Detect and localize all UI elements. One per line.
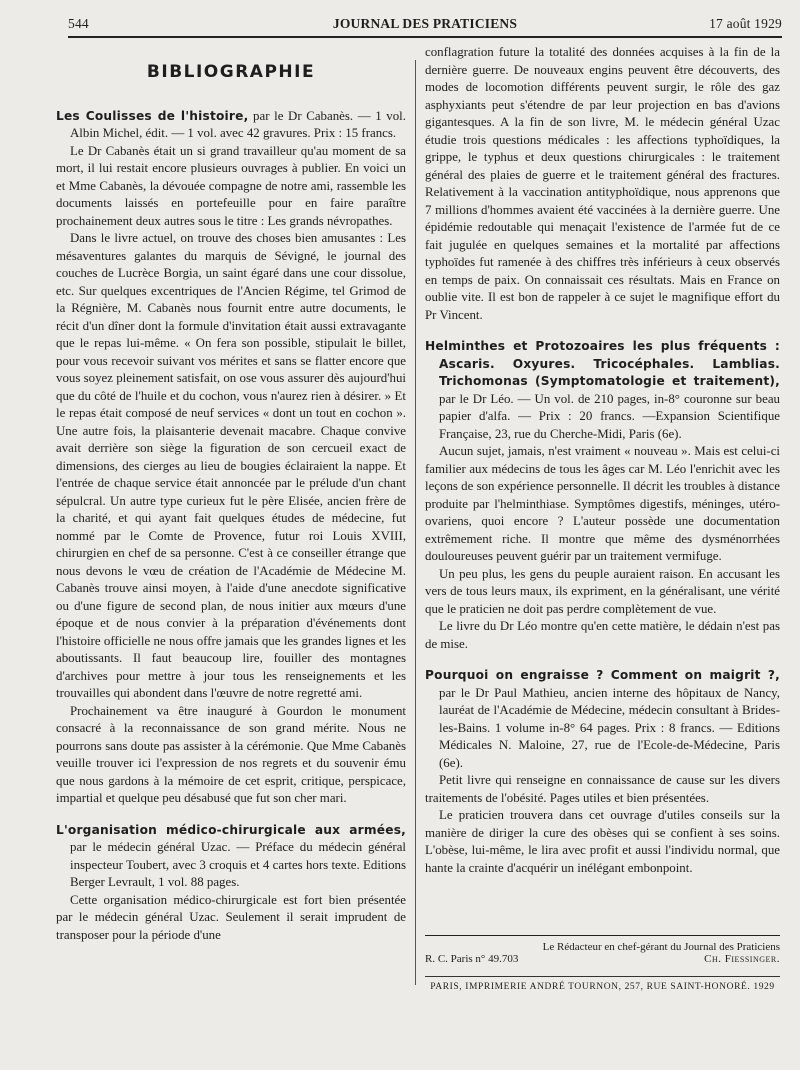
section-title: BIBLIOGRAPHIE <box>146 62 316 82</box>
entry-3-details: par le Dr Léo. — Un vol. de 210 pages, in-8° couronne sur beau papier d'alfa. — Prix : 20 francs. —Expansion Scientifique Française, 23, rue du Cherche-Midi, Paris (6e). <box>439 391 780 441</box>
entry-1-title: Les Coulisses de l'histoire, <box>56 108 249 123</box>
editor-line: Le Rédacteur en chef-gérant du Journal des Praticiens <box>542 941 780 953</box>
entry-4-title: Pourquoi on engraisse ? Comment on maigrit ?, <box>425 668 780 682</box>
entry-3-title: Helminthes et Protozoaires les plus fréquents : Ascaris. Oxyures. Tricocéphales. Lamblias. Trichomonas (Symptomatologie et traitement), <box>425 339 780 388</box>
footer-block <box>425 941 780 965</box>
printer-line: PARIS, IMPRIMERIE ANDRÉ TOURNON, 257, RUE SAINT-HONORÉ. 1929 <box>430 982 775 992</box>
column-divider <box>415 60 416 985</box>
journal-title: JOURNAL DES PRATICIENS <box>332 16 518 31</box>
entry-4-citation <box>425 667 780 772</box>
entry-1-citation <box>56 108 406 143</box>
left-column <box>56 58 406 944</box>
issue-date: 17 août 1929 <box>709 16 782 31</box>
footer-rule <box>425 935 780 936</box>
entry-4-paragraph-1: Petit livre qui renseigne en connaissance de cause sur les divers traitements de l'obésité. Pages utiles et bien présentées. <box>425 773 780 805</box>
entry-1-paragraph-3: Prochainement va être inauguré à Gourdon le monument consacré à la reconnaissance de son grand mérite. Nous ne pourrons sans doute pas assister à la cérémonie. Que Mme Cabanès veuille trouver ici l'expression de nos regrets et du souvenir ému que nous gardons à la mémoire de cet esprit, critique, perspicace, impartial et quelque peu désabusé que fut son cher mari. <box>56 703 406 805</box>
entry-1-paragraph-1: Le Dr Cabanès était un si grand travailleur qu'au moment de sa mort, il lui restait encore plusieurs ouvrages à publier. En voici un et Mme Cabanès, la dévouée compagne de notre ami, rassemble les documents laissés en portefeuille pour en faire paraître prochainement deux autres sous le titre : Les grands névropathes. <box>56 143 406 228</box>
header-rule <box>68 36 782 38</box>
entry-2-title: L'organisation médico-chirurgicale aux armées, <box>56 822 406 837</box>
page-header <box>68 16 782 38</box>
rc-number: R. C. Paris n° 49.703 <box>425 953 519 965</box>
entry-3-paragraph-2: Un peu plus, les gens du peuple auraient raison. En accusant les vers de tous leurs maux, ils expriment, en la généralisant, une vérité que le praticien ne doit pas perdre complètement de vue. <box>425 566 780 616</box>
entry-2-citation <box>56 822 406 892</box>
entry-4-details: par le Dr Paul Mathieu, ancien interne des hôpitaux de Nancy, lauréat de l'Académie de Médecine, médecin consultant à Brides-les-Bains. 1 volume in-8° 64 pages. Prix : 8 francs. — Editions Médicales N. Maloine, 27, rue de l'Ecole-de-Médecine, Paris (6e). <box>439 685 780 770</box>
entry-1-paragraph-2: Dans le livre actuel, on trouve des choses bien amusantes : Les mésaventures galantes du marquis de Sévigné, le journal des couches de Lucrèce Borgia, un saint égaré dans une cour dissolue, etc. Sur quelques excentriques de l'Ancien Régime, tel Grimod de la Régnière, M. Cabanès nous fournit entre autre documents, le récit d'un dîner dont la formule d'invitation était aussi extravagante que le repas lui-même. « On fera son possible, stipulait le billet, pour vous recevoir suivant vos mérites et sans se flatter encore que vous soyez pleinement satisfait, on ose vous assurer dès aujourd'hui que du côté de l'huile et du cochon, vous n'aurez rien à désirer. » Et le repas était composé de neuf services « dont un tout en cochon ». Une autre fois, la plaisanterie devenait macabre. Chaque convive avait derrière son siège la figuration de son cercueil exact de dimensions, des cierges au lieu de bougies éclairaient la nappe. Et l'entrée de chaque service était annoncée par le prélude d'un chant sépulcral. Un autre type curieux fut le père Elisée, ancien frère de la charité, et qui ayant fait quelques études de médecine, fut nommé par le Comte de Provence, futur roi Louis XVIII, chirurgien en chef de sa personne. C'est à ce conseiller étrange que nous devons le vœu de création de l'Académie de Médecine M. Cabanès trouve ainsi moyen, à l'aide d'une anecdote significative ou d'une figure de second plan, de nous initier aux mœurs d'une époque et de nous convier à la préparation d'événements dont l'histoire officielle ne nous offre jamais que les grandes lignes et les aboutissants. Il faut beaucoup lire, fouiller des montagnes d'archives pour mettre à jour tous les renseignements et les trouvailles qui abondent dans l'œuvre de notre regretté ami. <box>56 231 406 700</box>
right-column <box>425 44 780 877</box>
entry-3-paragraph-1: Aucun sujet, jamais, n'est vraiment « nouveau ». Mais est celui-ci familier aux médecins de tous les âges car M. Léo l'enrichit avec les leçons de son expérience personnelle. Il décrit les troubles à distance produite par l'helminthiase. Symptômes digestifs, méninges, utéro-ovariens, quoi encore ? L'auteur possède une documentation extrêmement riche. Il montre que même des dysménorrhées douloureuses peuvent guérir par un traitement vermifuge. <box>425 444 780 563</box>
entry-2-paragraph-1: Cette organisation médico-chirurgicale est fort bien présentée par le médecin général Uzac. Seulement il serait imprudent de transposer pour la période d'une <box>56 892 406 942</box>
editor-signature: Ch. Fiessinger. <box>704 953 780 965</box>
entry-3-paragraph-3: Le livre du Dr Léo montre qu'en cette matière, le dédain n'est pas de mise. <box>425 619 780 651</box>
entry-4-paragraph-2: Le praticien trouvera dans cet ouvrage d'utiles conseils sur la manière de diriger la cure des obèses qui se confient à ses soins. L'obèse, lui-même, le lira avec profit et aussi l'individu normal, que hante la crainte d'acquérir un inélégant embonpoint. <box>425 808 780 875</box>
entry-1-details: par le Dr Cabanès. — 1 vol. Albin Michel, édit. — 1 vol. avec 42 gravures. Prix : 15 francs. <box>70 108 406 140</box>
entry-2-details: par le médecin général Uzac. — Préface du médecin général inspecteur Toubert, avec 3 croquis et 4 cartes hors texte. Editions Berger Levrault, 1 vol. 88 pages. <box>70 840 406 889</box>
entry-2-paragraph-1-continued: conflagration future la totalité des données acquises à la fin de la dernière guerre. De nouveaux engins peuvent être découverts, des modes de locomotion différents peuvent surgir, le rôle des gaz asphyxiants peut s'étendre de par leur projection en bas d'avions gigantesques. A la fin de son livre, M. le médecin général Uzac étudie trois questions médicales : les affections typhoïdiques, la grippe, le typhus et deux questions chirurgicales : le traitement général des plaies de guerre et le traitement général des fractures. Relativement à la vaccination antityphoïdique, nous apprenons que 7 millions d'hommes avaient été vaccinées à la dernière guerre. Une épidémie redoutable qui menaçait l'existence de l'armée fut de ce fait jugulée en quelques semaines et la mortalité par affections typhoïdes fut ramenée à des chiffres très inférieurs à ceux observés en temps de paix. On connaissait ces résultats. Mais en France on oublie vite. Il est bon de rappeler à ce sujet le magnifique effort du Pr Vincent. <box>425 45 780 322</box>
page-number: 544 <box>68 16 89 31</box>
entry-3-citation <box>425 338 780 443</box>
printer-rule <box>425 976 780 977</box>
